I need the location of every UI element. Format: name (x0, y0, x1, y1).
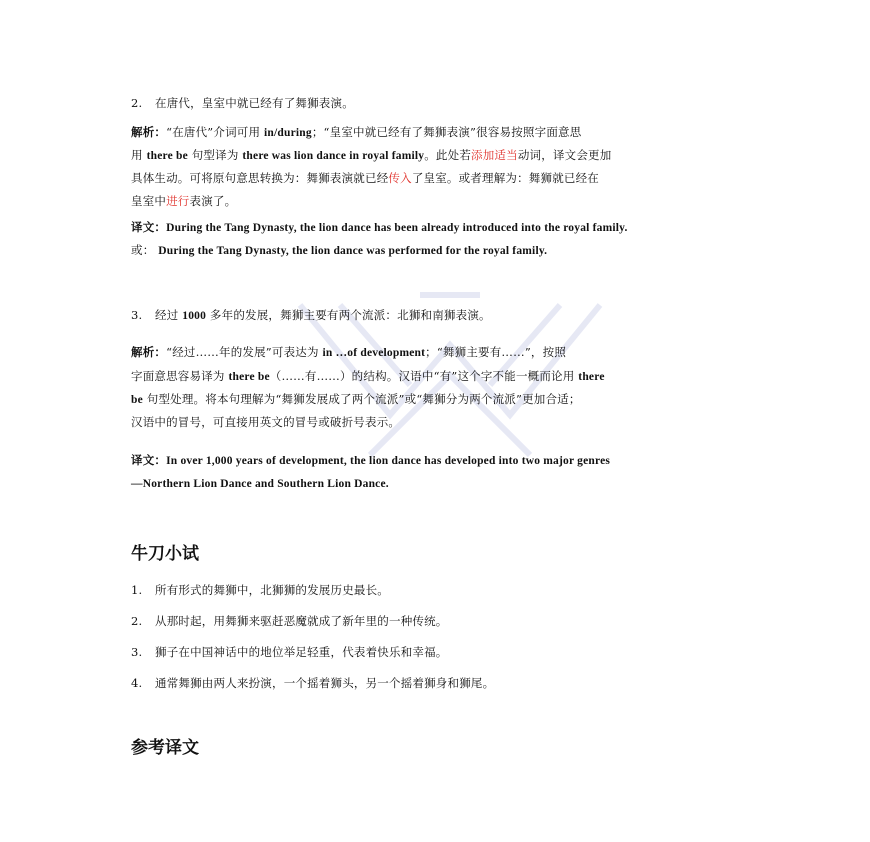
analysis-label: 解析： (131, 345, 167, 359)
practice-item (131, 583, 389, 597)
section2-sentence-text: 在唐代，皇室中就已经有了舞狮表演。 (155, 96, 354, 110)
section2-analysis-line3 (131, 171, 599, 185)
analysis-english: be (131, 394, 143, 406)
practice-item-text: 通常舞狮由两人来扮演，一个摇着狮头，另一个摇着狮身和狮尾。 (155, 676, 495, 690)
translation-label: 译文： (131, 453, 167, 467)
translation-label: 译文： (131, 220, 167, 234)
analysis-english: there be (146, 150, 188, 162)
practice-item-number: 1. (131, 583, 143, 597)
sentence-number: 1000 (182, 310, 207, 322)
sentence-text: 多年的发展，舞狮主要有两个流派：北狮和南狮表演。 (206, 308, 491, 322)
highlight-text: 添加适当 (471, 148, 518, 162)
analysis-text: 皇室中 (131, 194, 167, 208)
analysis-text: “在唐代”介词可用 (166, 125, 265, 139)
analysis-text: （……有……）的结构。汉语中“有”这个字不能一概而论用 (269, 369, 579, 383)
analysis-text: 句型译为 (187, 148, 243, 162)
analysis-text: 字面意思容易译为 (131, 369, 229, 383)
section2-number: 2. (131, 96, 143, 110)
practice-item-text: 狮子在中国神话中的地位举足轻重，代表着快乐和幸福。 (155, 645, 448, 659)
translation-text: In over 1,000 years of development, the lion dance has developed into two major genres (166, 455, 611, 467)
analysis-text: 动词，译文会更加 (517, 148, 612, 162)
section2-sentence (131, 96, 354, 110)
section3-sentence (131, 308, 491, 323)
highlight-text: 传入 (388, 171, 412, 185)
section3-analysis-line4 (131, 415, 400, 429)
analysis-english: there be (228, 371, 270, 383)
section2-analysis-line4 (131, 194, 236, 208)
translation-text: During the Tang Dynasty, the lion dance was performed for the royal family. (158, 245, 548, 257)
practice-item-number: 3. (131, 645, 143, 659)
section2-translation2 (131, 243, 547, 258)
section3-translation1 (131, 453, 610, 468)
analysis-text: 具体生动。可将原句意思转换为：舞狮表演就已经 (131, 171, 389, 185)
analysis-text: 。此处若 (424, 148, 472, 162)
section2-analysis-line1 (131, 125, 581, 140)
analysis-text: ；“舞狮主要有……”，按照 (425, 345, 567, 359)
section3-analysis-line2 (131, 369, 605, 384)
section3-number: 3. (131, 308, 143, 322)
analysis-english: there was lion dance in royal family (242, 150, 425, 162)
reference-heading: 参考译文 (131, 738, 199, 758)
analysis-text: 用 (131, 148, 147, 162)
practice-item-number: 2. (131, 614, 143, 628)
analysis-label: 解析： (131, 125, 167, 139)
analysis-english: there (578, 371, 605, 383)
section2-analysis-line2 (131, 148, 611, 163)
analysis-english: in/during (264, 127, 312, 139)
highlight-text: 进行 (166, 194, 190, 208)
analysis-english: in …of development (322, 347, 426, 359)
practice-item (131, 614, 448, 628)
practice-item-number: 4. (131, 676, 143, 690)
sentence-text: 经过 (155, 308, 183, 322)
analysis-text: 句型处理。将本句理解为“舞狮发展成了两个流派”或“舞狮分为两个流派”更加合适； (142, 392, 581, 406)
analysis-text: 了皇室。或者理解为：舞狮就已经在 (411, 171, 600, 185)
practice-heading: 牛刀小试 (131, 544, 199, 564)
section2-translation1 (131, 220, 628, 235)
analysis-text: 汉语中的冒号，可直接用英文的冒号或破折号表示。 (131, 415, 401, 429)
section3-analysis-line3 (131, 392, 581, 407)
practice-item-text: 所有形式的舞狮中，北狮狮的发展历史最长。 (155, 583, 389, 597)
practice-item (131, 645, 448, 659)
section3-analysis-line1 (131, 345, 566, 360)
or-label: 或： (131, 243, 155, 257)
practice-item (131, 676, 494, 690)
translation-text: —Northern Lion Dance and Southern Lion Dance. (131, 478, 389, 490)
analysis-text: “经过……年的发展”可表达为 (166, 345, 323, 359)
translation-text: During the Tang Dynasty, the lion dance has been already introduced into the royal family. (166, 222, 628, 234)
analysis-text: ；“皇室中就已经有了舞狮表演”很容易按照字面意思 (311, 125, 582, 139)
analysis-text: 表演了。 (189, 194, 237, 208)
section3-translation2 (131, 476, 389, 491)
practice-item-text: 从那时起，用舞狮来驱赶恶魔就成了新年里的一种传统。 (155, 614, 448, 628)
